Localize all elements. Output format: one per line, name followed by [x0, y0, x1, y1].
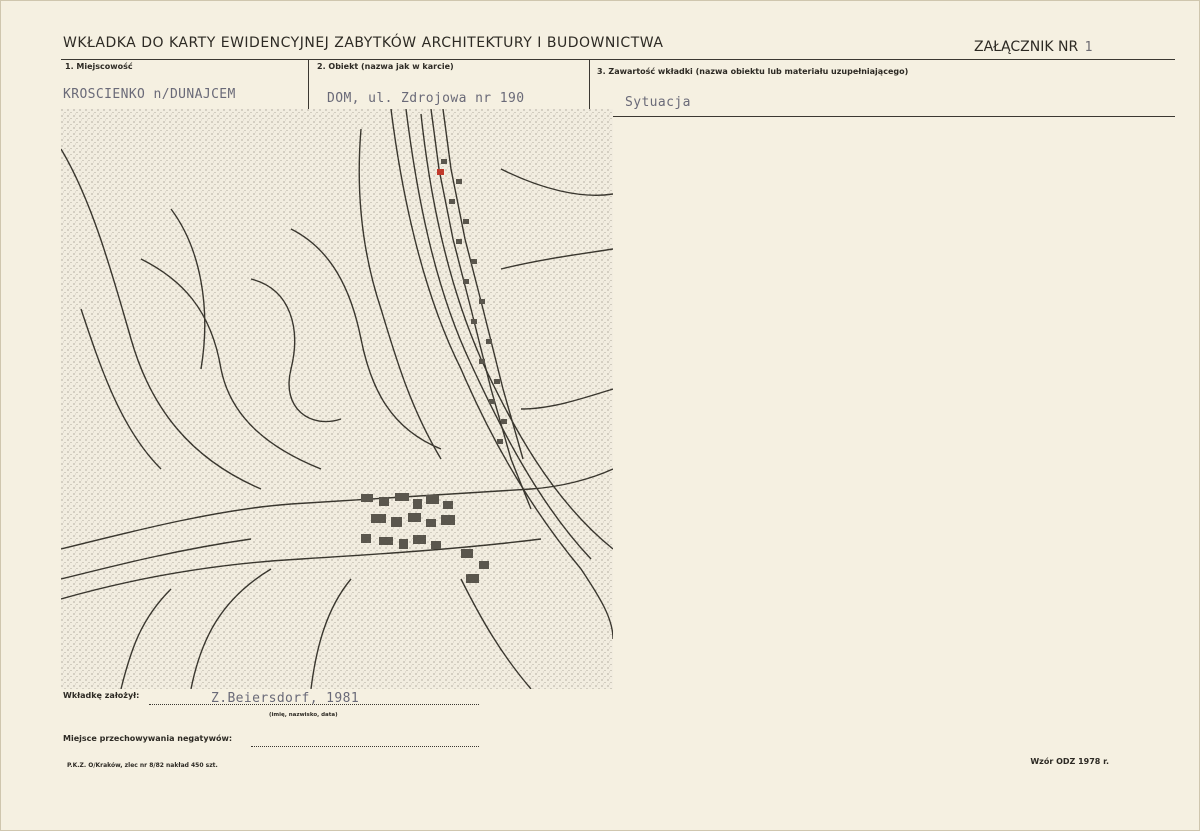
annex-number: 1: [1084, 40, 1093, 55]
negatives-location-line: [251, 746, 479, 747]
page-title: WKŁADKA DO KARTY EWIDENCYJNEJ ZABYTKÓW ARCHITEKTURY I BUDOWNICTWA: [63, 35, 664, 51]
annex-label: [974, 39, 1092, 55]
annex-label-text: ZAŁĄCZNIK NR: [974, 39, 1079, 55]
locality-label: 1. Miejscowość: [65, 62, 133, 71]
site-map-image: [61, 109, 613, 689]
object-value: DOM, ul. Zdrojowa nr 190: [327, 91, 525, 106]
field-divider-2: [589, 59, 590, 109]
header-rule: [61, 59, 1175, 60]
content-label: 3. Zawartość wkładki (nazwa obiektu lub materiału uzupełniającego): [597, 67, 909, 76]
negatives-location-label: Miejsce przechowywania negatywów:: [63, 734, 233, 743]
created-by-hint: (imię, nazwisko, data): [269, 712, 338, 718]
form-pattern-note: Wzór ODZ 1978 r.: [1030, 757, 1109, 766]
content-value: Sytuacja: [625, 95, 691, 110]
locality-value: KROSCIENKO n/DUNAJCEM: [63, 87, 236, 102]
object-label: 2. Obiekt (nazwa jak w karcie): [317, 62, 454, 71]
created-by-value: Z.Beiersdorf, 1981: [211, 691, 360, 706]
created-by-label: Wkładkę założył:: [63, 691, 140, 700]
printer-note: P.K.Z. O/Kraków, zlec nr 8/82 nakład 450 szt.: [67, 762, 218, 769]
field-divider-1: [308, 59, 309, 109]
site-map-drawing: [61, 109, 613, 689]
building-marker: [437, 169, 444, 175]
